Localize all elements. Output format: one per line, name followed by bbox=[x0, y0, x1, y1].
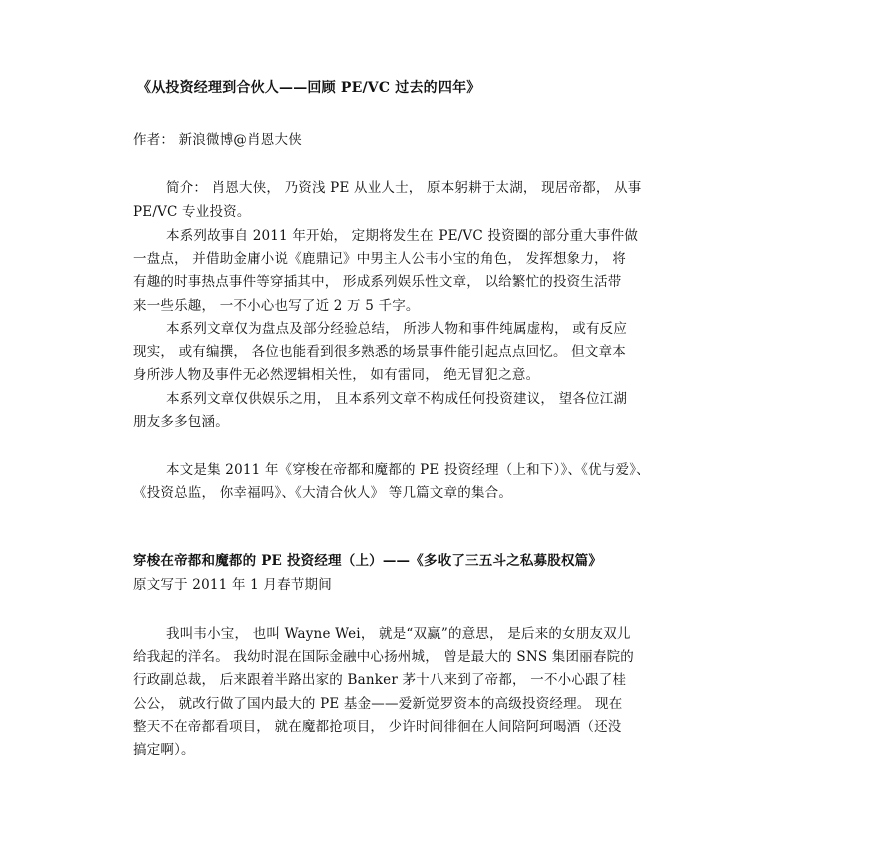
text-line: PE/VC 专业投资。 bbox=[133, 204, 251, 220]
text-line: 《投资总监， 你幸福吗》、《大清合伙人》 等几篇文章的集合。 bbox=[133, 485, 513, 501]
text-line: 本系列文章仅供娱乐之用， 且本系列文章不构成任何投资建议， 望各位江湖 bbox=[166, 391, 628, 407]
text-line: 本文是集 2011 年《穿梭在帝都和魔都的 PE 投资经理（上和下）》、《优与爱》、 bbox=[166, 462, 650, 478]
text-line: 简介： 肖恩大侠， 乃资浅 PE 从业人士， 原本躬耕于太湖， 现居帝都， 从事 bbox=[166, 180, 642, 196]
text-line: 整天不在帝都看项目， 就在魔都抢项目， 少许时间徘徊在人间陪阿珂喝酒（还没 bbox=[133, 719, 622, 735]
section-title: 穿梭在帝都和魔都的 PE 投资经理（上）——《多收了三五斗之私募股权篇》 bbox=[133, 553, 603, 569]
text-line: 身所涉人物及事件无必然逻辑相关性， 如有雷同， 绝无冒犯之意。 bbox=[133, 367, 540, 383]
text-line: 搞定啊）。 bbox=[133, 742, 195, 758]
author-line: 作者： 新浪微博@肖恩大侠 bbox=[133, 132, 302, 148]
text-line: 本系列文章仅为盘点及部分经验总结， 所涉人物和事件纯属虚构， 或有反应 bbox=[166, 321, 628, 337]
text-line: 朋友多多包涵。 bbox=[133, 414, 229, 430]
text-line: 我叫韦小宝， 也叫 Wayne Wei， 就是“双赢”的意思， 是后来的女朋友双儿 bbox=[166, 626, 631, 642]
text-line: 现实， 或有编撰， 各位也能看到很多熟悉的场景事件能引起点点回忆。 但文章本 bbox=[133, 344, 626, 360]
document-title: 《从投资经理到合伙人——回顾 PE/VC 过去的四年》 bbox=[137, 80, 481, 96]
text-line: 本系列故事自 2011 年开始， 定期将发生在 PE/VC 投资圈的部分重大事件做 bbox=[166, 228, 639, 244]
section-subtitle: 原文写于 2011 年 1 月春节期间 bbox=[133, 577, 332, 593]
text-line: 行政副总裁， 后来跟着半路出家的 Banker 茅十八来到了帝都， 一不小心跟了桂 bbox=[133, 672, 627, 688]
text-line: 一盘点， 并借助金庸小说《鹿鼎记》中男主人公韦小宝的角色， 发挥想象力， 将 bbox=[133, 251, 626, 267]
text-line: 公公， 就改行做了国内最大的 PE 基金——爱新觉罗资本的高级投资经理。 现在 bbox=[133, 696, 623, 712]
text-line: 有趣的时事热点事件等穿插其中， 形成系列娱乐性文章， 以给繁忙的投资生活带 bbox=[133, 274, 622, 290]
text-line: 给我起的洋名。 我幼时混在国际金融中心扬州城， 曾是最大的 SNS 集团丽春院的 bbox=[133, 649, 634, 665]
text-line: 来一些乐趣， 一不小心也写了近 2 万 5 千字。 bbox=[133, 298, 420, 314]
